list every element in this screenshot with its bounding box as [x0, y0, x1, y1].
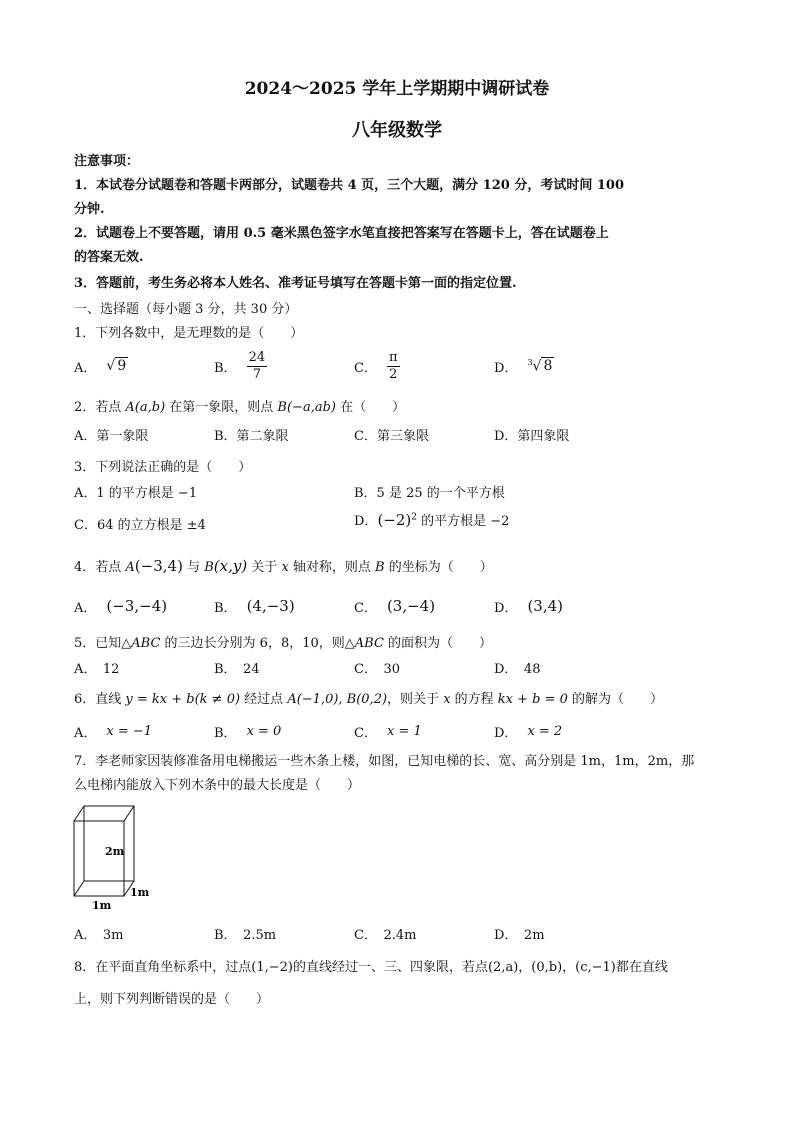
elevator-box-figure [66, 800, 156, 915]
question-6-stem: 6．直线 y = kx + b(k ≠ 0) 经过点 A(−1,0), B(0,2)，则关于 x 的方程 kx + b = 0 的解为（ ） [74, 692, 664, 707]
question-7-stem: 7．李老师家因装修准备用电梯搬运一些木条上楼，如图，已知电梯的长、宽、高分别是 1m，1m，2m，那 [74, 754, 695, 769]
option-a: A． x = −1 [74, 723, 153, 741]
sqrt-expression: √ 9 [106, 358, 127, 374]
option-c: C．第三象限 [354, 428, 429, 444]
question-1-options [74, 346, 734, 386]
option-a: A． 12 [74, 661, 120, 677]
option-b: B． 24 [214, 661, 260, 677]
option-b: B． (4,−3) [214, 597, 295, 616]
option-d: D． 48 [494, 661, 541, 677]
box-edge [74, 881, 84, 896]
question-7-stem-cont: 么电梯内能放入下列木条中的最大长度是（ ） [74, 778, 361, 793]
notice-item-2: 2．试题卷上不要答题，请用 0.5 毫米黑色签字水笔直接把答案写在答题卡上，答在试题卷上 [74, 226, 609, 241]
question-8-stem: 8．在平面直角坐标系中，过点(1,−2)的直线经过一、三、四象限，若点(2,a)，(0,b)，(c,−1)都在直线 [74, 960, 668, 975]
question-6-options [74, 720, 734, 742]
box-edge [124, 806, 134, 821]
option-c: C．64 的立方根是 ±4 [74, 518, 206, 533]
option-c: C． 2.4m [354, 927, 417, 943]
question-5-options [74, 656, 734, 678]
option-a: A． √ 9 [74, 358, 127, 376]
option-c: C． 30 [354, 661, 400, 677]
notice-item-1: 1．本试卷分试题卷和答题卡两部分，试题卷共 4 页，三个大题，满分 120 分，考试时间 100 [74, 178, 624, 193]
notice-heading: 注意事项： [74, 154, 140, 169]
section-heading: 一、选择题（每小题 3 分，共 30 分） [74, 302, 298, 317]
option-b: B．第二象限 [214, 428, 289, 444]
fraction: $\frac{24}{7}$ [248, 349, 266, 382]
depth-label: 1m [130, 886, 150, 899]
box-edge [74, 806, 84, 821]
option-c: C． x = 1 [354, 723, 422, 741]
question-4-options [74, 594, 734, 618]
fraction: $\frac{\pi}{2}$ [388, 349, 398, 382]
option-c: C． (3,−4) [354, 597, 436, 616]
option-d: D． 2m [494, 927, 545, 943]
option-b: B． 2.5m [214, 927, 277, 943]
question-3-stem: 3．下列说法正确的是（ ） [74, 460, 252, 475]
option-a: A． 3m [74, 927, 124, 943]
option-c: C． $\frac{\pi}{2}$ [354, 349, 398, 382]
option-a: A．第一象限 [74, 428, 149, 444]
option-d: D． (3,4) [494, 597, 563, 616]
option-b: B． x = 0 [214, 723, 282, 741]
question-7-options [74, 922, 734, 944]
option-b: B． $\frac{24}{7}$ [214, 349, 266, 382]
option-a: A．1 的平方根是 −1 [74, 486, 198, 501]
question-4-stem: 4．若点 A(−3,4) 与 B(x,y) 关于 x 轴对称，则点 B 的坐标为（ ） [74, 557, 493, 575]
question-2-stem: 2．若点 A(a,b) 在第一象限，则点 B(−a,ab) 在（ ） [74, 400, 406, 415]
question-5-stem: 5．已知△ABC 的三边长分别为 6，8，10，则△ABC 的面积为（ ） [74, 636, 493, 651]
width-label: 1m [92, 899, 112, 912]
notice-item-2-cont: 的答案无效. [74, 250, 144, 265]
height-label: 2m [105, 845, 125, 858]
option-b: B．5 是 25 的一个平方根 [354, 486, 505, 501]
question-1-stem: 1．下列各数中，是无理数的是（ ） [74, 326, 304, 341]
exam-subtitle: 八年级数学 [352, 120, 442, 141]
option-d: D． $^3$√ 8 [494, 357, 553, 376]
option-a: A． (−3,−4) [74, 597, 168, 616]
option-d: D．第四象限 [494, 428, 570, 444]
question-2-options [74, 422, 734, 446]
notice-item-1-cont: 分钟. [74, 202, 105, 217]
question-8-stem-cont: 上，则下列判断错误的是（ ） [74, 992, 270, 1007]
notice-item-3: 3．答题前，考生务必将本人姓名、准考证号填写在答题卡第一面的指定位置. [74, 276, 517, 291]
cube-root-expression: $^3$√ 8 [527, 357, 553, 375]
exam-title: 2024～2025 学年上学期期中调研试卷 [244, 79, 550, 99]
option-d: D．$(-2)^2$ 的平方根是 −2 [354, 511, 510, 529]
option-d: D． x = 2 [494, 723, 563, 741]
